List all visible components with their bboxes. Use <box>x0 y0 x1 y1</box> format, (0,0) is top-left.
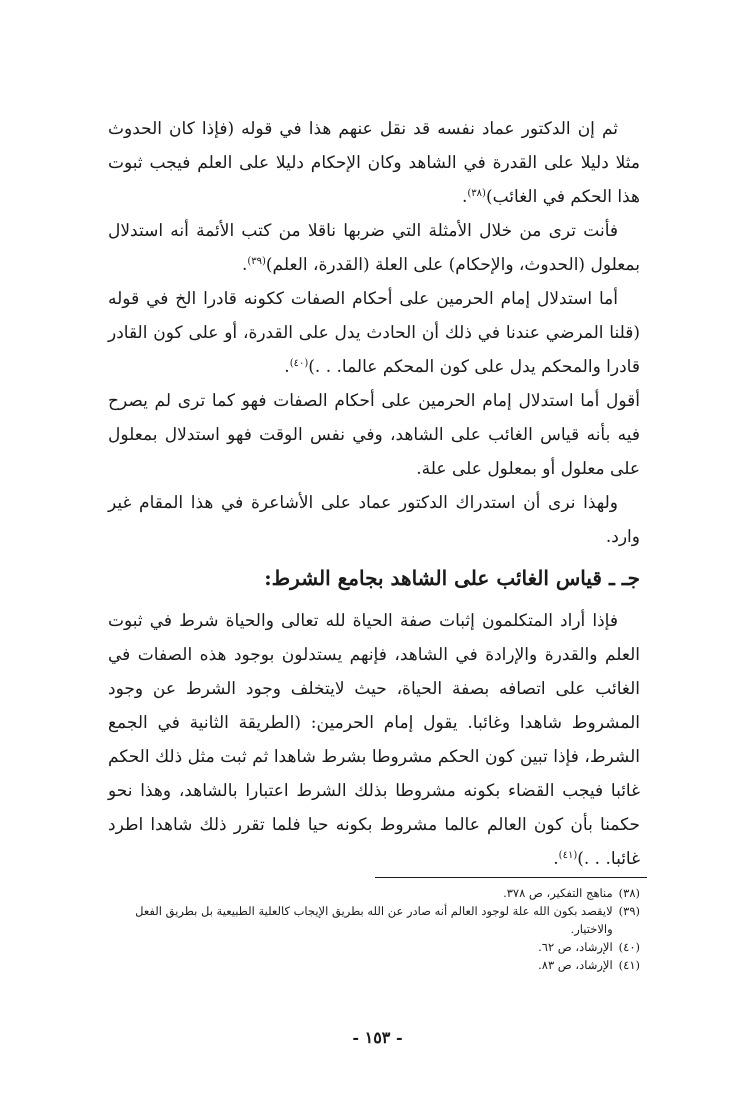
paragraph-4 <box>108 384 640 486</box>
paragraph-1 <box>108 112 640 214</box>
footnote-ref-39[interactable]: (٣٩) <box>247 256 266 267</box>
footnote-38 <box>108 884 640 902</box>
page-body <box>108 112 640 876</box>
footnote-number: (٤٠) <box>618 940 640 954</box>
paragraph-3 <box>108 282 640 384</box>
footnote-text: الإرشاد، ص ٨٣. <box>538 958 613 972</box>
footnote-text: مناهج التفكير، ص ٣٧٨. <box>503 886 613 900</box>
footnote-39 <box>108 902 640 938</box>
paragraph-2-tail: . <box>241 255 248 275</box>
section-title: جـ ـ قياس الغائب على الشاهد بجامع الشرط: <box>264 566 640 590</box>
footnote-text: لايقصد بكون الله علة لوجود العالم أنه صادر عن الله بطريق الإيجاب كالعلية الطبيعية بل بطريق الفعل والاختيار. <box>135 904 613 936</box>
footnote-divider <box>375 877 647 878</box>
section-paragraph-tail: . <box>553 849 559 869</box>
footnote-ref-38[interactable]: (٣٨) <box>467 188 486 199</box>
section-paragraph-text: فإذا أراد المتكلمون إثبات صفة الحياة لله تعالى والحياة شرط في ثبوت العلم والقدرة والإرادة في الشاهد، فإنهم يستدلون بوجود هذه الصفات في الغائب على اتصافه بصفة الحياة، حيث لايتخلف وجود الشرط عن وجود المشروط شاهدا وغائبا. يقول إمام الحرمين: (الطريقة الثانية في الجمع الشرط، فإذا تبين كون الحكم مشروطا بشرط شاهدا ثم ثبت مثل ذلك الحكم غائبا فيجب القضاء بكونه مشروطا بذلك الشرط اعتبارا بالشاهد، وهذا نحو حكمنا بأن كون العالم عالما مشروط بكونه حيا فلما تقرر ذلك شاهدا اطرد غائبا. . .) <box>108 611 640 869</box>
footnote-number: (٣٨) <box>618 886 640 900</box>
paragraph-4-text: أقول أما استدلال إمام الحرمين على أحكام الصفات فهو كما ترى لم يصرح فيه بأنه قياس الغائب على الشاهد، وفي نفس الوقت فهو استدلال بمعلول على معلول أو بمعلول على علة. <box>108 391 640 479</box>
paragraph-3-text: أما استدلال إمام الحرمين على أحكام الصفات ككونه قادرا الخ في قوله (قلنا المرضي عندنا في ذلك أن الحادث يدل على القدرة، أو على كون القادر قادرا والمحكم يدل على كون المحكم عالما. . .) <box>108 289 640 377</box>
footnote-40 <box>108 938 640 956</box>
paragraph-1-tail: . <box>461 187 468 207</box>
page-number: - ١٥٣ - <box>352 1028 403 1047</box>
paragraph-5-text: ولهذا نرى أن استدراك الدكتور عماد على الأشاعرة في هذا المقام غير وارد. <box>108 493 640 547</box>
footnote-number: (٤١) <box>618 958 640 972</box>
paragraph-5 <box>108 486 640 554</box>
footnote-ref-41[interactable]: (٤١) <box>558 850 578 861</box>
paragraph-2-text: فأنت ترى من خلال الأمثلة التي ضربها ناقلا من كتب الأئمة أنه استدلال بمعلول (الحدوث، والإحكام) على العلة (القدرة، العلم) <box>108 221 640 275</box>
footnote-text: الإرشاد، ص ٦٢. <box>538 940 613 954</box>
footnote-number: (٣٩) <box>618 904 640 918</box>
footnotes <box>108 884 640 974</box>
footnote-41 <box>108 956 640 974</box>
paragraph-2 <box>108 214 640 282</box>
footnote-ref-40[interactable]: (٤٠) <box>289 358 309 369</box>
paragraph-3-tail: . <box>284 357 290 377</box>
paragraph-1-text: ثم إن الدكتور عماد نفسه قد نقل عنهم هذا في قوله (فإذا كان الحدوث مثلا دليلا على القدرة في الشاهد وكان الإحكام دليلا على العلم فيجب ثبوت هذا الحكم في الغائب) <box>108 119 640 207</box>
section-paragraph <box>108 604 640 876</box>
